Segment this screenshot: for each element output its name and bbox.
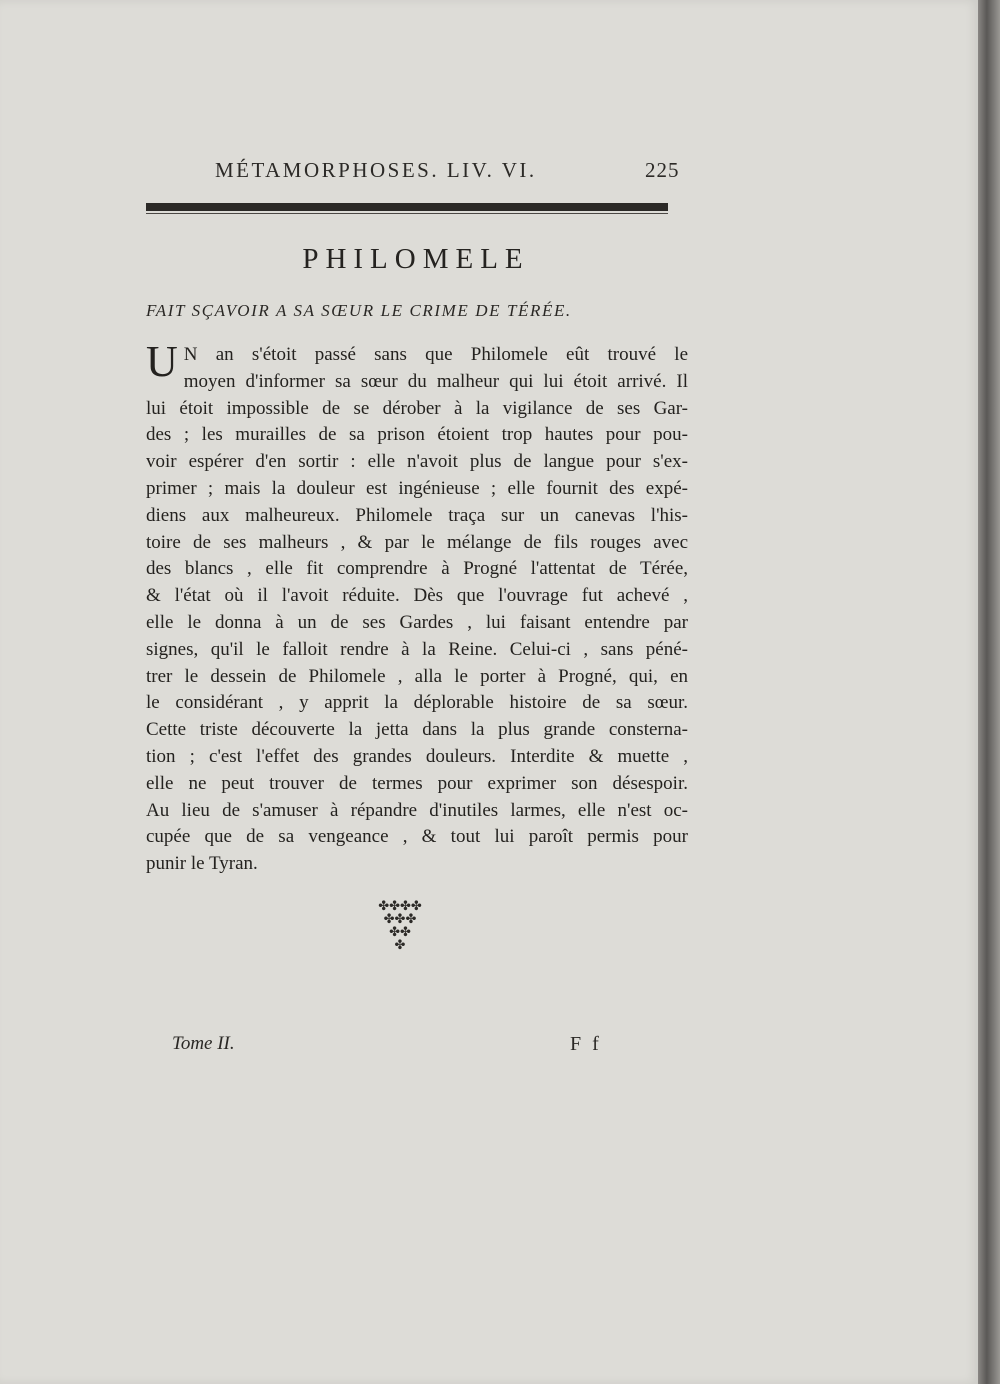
chapter-subtitle: FAIT SÇAVOIR A SA SŒUR LE CRIME DE TÉRÉE. (146, 301, 572, 320)
chapter-title: PHILOMELE (302, 243, 530, 275)
text-line: lui étoit impossible de se dérober à la vigilance de ses Gar- (146, 397, 688, 419)
tailpiece-ornament-icon (365, 900, 435, 952)
text-line: diens aux malheureux. Philomele traça sur un canevas l'his- (146, 504, 688, 526)
text-line: & l'état où il l'avoit réduite. Dès que l'ouvrage fut achevé , (146, 585, 688, 607)
text-line: punir le Tyran. (146, 853, 258, 875)
text-line: toire de ses malheurs , & par le mélange de fils rouges avec (146, 531, 688, 553)
page-number: 225 (645, 158, 680, 182)
text-line: cupée que de sa vengeance , & tout lui paroît permis pour (146, 826, 688, 848)
text-line: trer le dessein de Philomele , alla le porter à Progné, qui, en (146, 665, 688, 687)
text-line: elle ne peut trouver de termes pour exprimer son désespoir. (146, 772, 688, 794)
page-edge (978, 0, 1000, 1384)
running-title: MÉTAMORPHOSES. LIV. VI. (215, 158, 537, 182)
text-line: voir espérer d'en sortir : elle n'avoit plus de langue pour s'ex- (146, 451, 688, 473)
text-line: elle le donna à un de ses Gardes , lui faisant entendre par (146, 611, 688, 633)
text-line: des blancs , elle fit comprendre à Progné l'attentat de Térée, (146, 558, 688, 580)
text-line: primer ; mais la douleur est ingénieuse ; elle fournit des expé- (146, 477, 688, 499)
body-text (146, 337, 688, 878)
text-line: moyen d'informer sa sœur du malheur qui lui étoit arrivé. Il (183, 370, 688, 392)
ornament-row: ✤✤✤✤ (378, 899, 422, 914)
text-line: Au lieu de s'amuser à répandre d'inutiles larmes, elle n'est oc- (146, 799, 688, 821)
text-line: Cette triste découverte la jetta dans la plus grande consterna- (146, 719, 688, 741)
header-rule (146, 203, 668, 211)
signature-mark: F f (570, 1033, 602, 1055)
header-rule-thin (146, 213, 668, 214)
volume-label: Tome II. (172, 1033, 235, 1054)
ornament-row: ✤✤ (389, 925, 411, 940)
running-header (215, 158, 685, 183)
text-line: N an s'étoit passé sans que Philomele eût trouvé le (183, 344, 688, 365)
drop-cap: U (146, 337, 178, 386)
text-line: des ; les murailles de sa prison étoient trop hautes pour pou- (146, 424, 688, 446)
text-line: tion ; c'est l'effet des grandes douleurs. Interdite & muette , (146, 745, 688, 767)
ornament-row: ✤✤✤ (383, 912, 417, 927)
text-line: le considérant , y apprit la déplorable histoire de sa sœur. (146, 692, 688, 714)
ornament-row: ✤ (394, 938, 406, 953)
text-line: signes, qu'il le falloit rendre à la Reine. Celui-ci , sans péné- (146, 638, 688, 660)
